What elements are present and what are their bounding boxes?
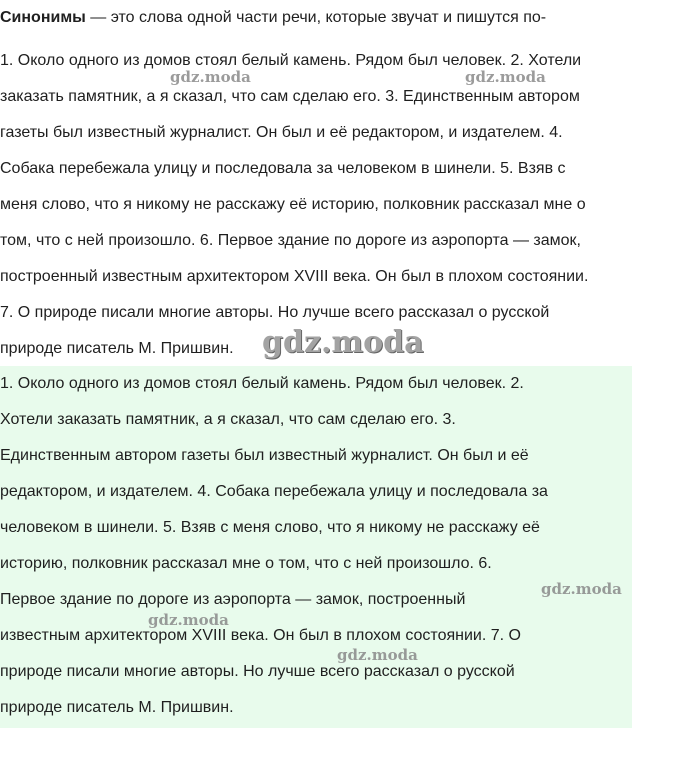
answer-line: 1. Около одного из домов стоял белый камень. Рядом был человек. 2. — [0, 375, 524, 392]
answer-line: природе писатель М. Пришвин. — [0, 699, 234, 716]
watermark: gdz.moda — [541, 580, 622, 598]
watermark: gdz.moda — [262, 325, 424, 360]
exercise-line: Собака перебежала улицу и последовала за человеком в шинели. 5. Взяв с — [0, 160, 566, 177]
exercise-line: меня слово, что я никому не расскажу её историю, полковник рассказал мне о — [0, 196, 586, 213]
answer-line: Хотели заказать памятник, а я сказал, что сам сделаю его. 3. — [0, 411, 456, 428]
answer-line: редактором, и издателем. 4. Собака перебежала улицу и последовала за — [0, 483, 548, 500]
exercise-line: построенный известным архитектором XVIII века. Он был в плохом состоянии. — [0, 268, 589, 285]
exercise-line: заказать памятник, а я сказал, что сам сделаю его. 3. Единственным автором — [0, 88, 580, 105]
exercise-line: 1. Около одного из домов стоял белый камень. Рядом был человек. 2. Хотели — [0, 52, 582, 69]
exercise-line: природе писатель М. Пришвин. — [0, 340, 234, 357]
watermark: gdz.moda — [170, 68, 251, 86]
exercise-line: газеты был известный журналист. Он был и её редактором, и издателем. 4. — [0, 124, 563, 141]
watermark: gdz.moda — [148, 611, 229, 629]
definition-term: Синонимы — [0, 9, 86, 26]
answer-line: Единственным автором газеты был известный журналист. Он был и её — [0, 447, 529, 464]
exercise-line: том, что с ней произошло. 6. Первое здание по дороге из аэропорта — замок, — [0, 232, 581, 249]
answer-box — [0, 366, 632, 728]
answer-line: природе писали многие авторы. Но лучше всего рассказал о русской — [0, 663, 515, 680]
exercise-line: 7. О природе писали многие авторы. Но лучше всего рассказал о русской — [0, 304, 550, 321]
answer-line: известным архитектором XVIII века. Он был в плохом состоянии. 7. О — [0, 627, 521, 644]
answer-line: историю, полковник рассказал мне о том, что с ней произошло. 6. — [0, 555, 492, 572]
definition-heading — [0, 7, 680, 29]
answer-line: Первое здание по дороге из аэропорта — замок, построенный — [0, 591, 466, 608]
watermark: gdz.moda — [465, 68, 546, 86]
definition-text: — это слова одной части речи, которые звучат и пишутся по- — [85, 9, 547, 26]
watermark: gdz.moda — [337, 646, 418, 664]
answer-line: человеком в шинели. 5. Взяв с меня слово, что я никому не расскажу её — [0, 519, 540, 536]
exercise-text — [0, 43, 680, 367]
